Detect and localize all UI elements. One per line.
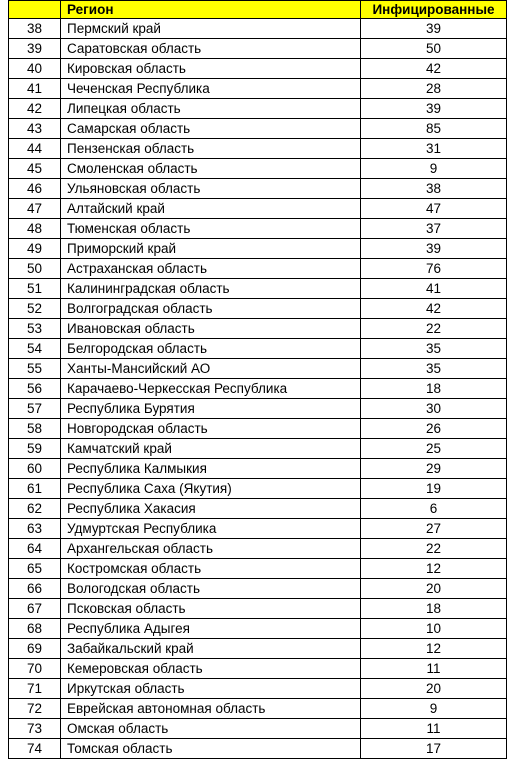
region-name-cell[interactable]: Волгоградская область xyxy=(61,299,361,319)
table-row xyxy=(9,359,507,379)
table-row xyxy=(9,279,507,299)
table-row xyxy=(9,319,507,339)
table-body xyxy=(9,19,507,759)
table-row xyxy=(9,479,507,499)
infected-count-cell[interactable]: 35 xyxy=(361,359,507,379)
region-name-cell[interactable]: Республика Бурятия xyxy=(61,399,361,419)
row-number-cell[interactable]: 53 xyxy=(9,319,61,339)
region-name-cell[interactable]: Архангельская область xyxy=(61,539,361,559)
table-row xyxy=(9,19,507,39)
infected-count-cell[interactable]: 31 xyxy=(361,139,507,159)
infected-count-cell[interactable]: 27 xyxy=(361,519,507,539)
region-name-cell[interactable]: Удмуртская Республика xyxy=(61,519,361,539)
infected-count-cell[interactable]: 22 xyxy=(361,319,507,339)
infected-count-cell[interactable]: 29 xyxy=(361,459,507,479)
region-name-cell[interactable]: Томская область xyxy=(61,739,361,759)
infected-count-cell[interactable]: 9 xyxy=(361,699,507,719)
region-name-cell[interactable]: Самарская область xyxy=(61,119,361,139)
infected-count-cell[interactable]: 11 xyxy=(361,659,507,679)
row-number-cell[interactable]: 43 xyxy=(9,119,61,139)
row-number-cell[interactable]: 40 xyxy=(9,59,61,79)
spreadsheet-sheet xyxy=(8,0,506,759)
infected-count-cell[interactable]: 39 xyxy=(361,99,507,119)
table-row xyxy=(9,719,507,739)
row-number-cell[interactable]: 56 xyxy=(9,379,61,399)
row-number-cell[interactable]: 49 xyxy=(9,239,61,259)
region-name-cell[interactable]: Пермский край xyxy=(61,19,361,39)
infected-count-cell[interactable]: 42 xyxy=(361,299,507,319)
row-number-cell[interactable]: 62 xyxy=(9,499,61,519)
infected-count-cell[interactable]: 76 xyxy=(361,259,507,279)
table-row xyxy=(9,599,507,619)
infected-count-cell[interactable]: 37 xyxy=(361,219,507,239)
row-number-cell[interactable]: 63 xyxy=(9,519,61,539)
table-row xyxy=(9,699,507,719)
infected-count-cell[interactable]: 10 xyxy=(361,619,507,639)
row-number-cell[interactable]: 67 xyxy=(9,599,61,619)
region-name-cell[interactable]: Карачаево-Черкесская Республика xyxy=(61,379,361,399)
table-row xyxy=(9,139,507,159)
table-row xyxy=(9,79,507,99)
region-name-cell[interactable]: Белгородская область xyxy=(61,339,361,359)
region-name-cell[interactable]: Забайкальский край xyxy=(61,639,361,659)
row-number-cell[interactable]: 50 xyxy=(9,259,61,279)
infected-count-cell[interactable]: 42 xyxy=(361,59,507,79)
table-row xyxy=(9,179,507,199)
infected-count-cell[interactable]: 25 xyxy=(361,439,507,459)
table-row xyxy=(9,559,507,579)
table-row xyxy=(9,59,507,79)
table-row xyxy=(9,519,507,539)
infected-count-cell[interactable]: 41 xyxy=(361,279,507,299)
table-row xyxy=(9,619,507,639)
row-number-cell[interactable]: 57 xyxy=(9,399,61,419)
row-number-cell[interactable]: 46 xyxy=(9,179,61,199)
region-name-cell[interactable]: Астраханская область xyxy=(61,259,361,279)
region-name-cell[interactable]: Новгородская область xyxy=(61,419,361,439)
table-row xyxy=(9,459,507,479)
region-name-cell[interactable]: Пензенская область xyxy=(61,139,361,159)
region-name-cell[interactable]: Республика Хакасия xyxy=(61,499,361,519)
row-number-cell[interactable]: 44 xyxy=(9,139,61,159)
row-number-cell[interactable]: 70 xyxy=(9,659,61,679)
region-name-cell[interactable]: Вологодская область xyxy=(61,579,361,599)
infected-count-cell[interactable]: 50 xyxy=(361,39,507,59)
row-number-cell[interactable]: 41 xyxy=(9,79,61,99)
row-number-cell[interactable]: 47 xyxy=(9,199,61,219)
table-row xyxy=(9,419,507,439)
row-number-cell[interactable]: 68 xyxy=(9,619,61,639)
region-name-cell[interactable]: Кировская область xyxy=(61,59,361,79)
row-number-cell[interactable]: 58 xyxy=(9,419,61,439)
infected-count-cell[interactable]: 12 xyxy=(361,559,507,579)
header-number-cell[interactable] xyxy=(9,1,61,19)
table-row xyxy=(9,679,507,699)
row-number-cell[interactable]: 54 xyxy=(9,339,61,359)
table-row xyxy=(9,659,507,679)
table-row xyxy=(9,339,507,359)
region-name-cell[interactable]: Смоленская область xyxy=(61,159,361,179)
infected-count-cell[interactable]: 28 xyxy=(361,79,507,99)
infected-count-cell[interactable]: 85 xyxy=(361,119,507,139)
infected-count-cell[interactable]: 11 xyxy=(361,719,507,739)
infected-count-cell[interactable]: 20 xyxy=(361,679,507,699)
infected-count-cell[interactable]: 22 xyxy=(361,539,507,559)
row-number-cell[interactable]: 55 xyxy=(9,359,61,379)
row-number-cell[interactable]: 45 xyxy=(9,159,61,179)
table-row xyxy=(9,99,507,119)
table-row xyxy=(9,239,507,259)
infected-count-cell[interactable]: 26 xyxy=(361,419,507,439)
region-name-cell[interactable]: Ивановская область xyxy=(61,319,361,339)
region-name-cell[interactable]: Республика Калмыкия xyxy=(61,459,361,479)
infected-count-cell[interactable]: 18 xyxy=(361,379,507,399)
region-name-cell[interactable]: Иркутская область xyxy=(61,679,361,699)
region-name-cell[interactable]: Республика Саха (Якутия) xyxy=(61,479,361,499)
infected-count-cell[interactable]: 6 xyxy=(361,499,507,519)
header-infected-cell[interactable]: Инфицированные xyxy=(361,1,507,19)
row-number-cell[interactable]: 39 xyxy=(9,39,61,59)
table-row xyxy=(9,259,507,279)
infected-count-cell[interactable]: 39 xyxy=(361,239,507,259)
row-number-cell[interactable]: 51 xyxy=(9,279,61,299)
row-number-cell[interactable]: 71 xyxy=(9,679,61,699)
infected-count-cell[interactable]: 20 xyxy=(361,579,507,599)
region-name-cell[interactable]: Саратовская область xyxy=(61,39,361,59)
infected-count-cell[interactable]: 39 xyxy=(361,19,507,39)
table-row xyxy=(9,639,507,659)
table-row xyxy=(9,39,507,59)
region-name-cell[interactable]: Ульяновская область xyxy=(61,179,361,199)
row-number-cell[interactable]: 48 xyxy=(9,219,61,239)
row-number-cell[interactable]: 74 xyxy=(9,739,61,759)
row-number-cell[interactable]: 42 xyxy=(9,99,61,119)
table-row xyxy=(9,499,507,519)
table-row xyxy=(9,439,507,459)
table-row xyxy=(9,299,507,319)
region-name-cell[interactable]: Чеченская Республика xyxy=(61,79,361,99)
region-name-cell[interactable]: Приморский край xyxy=(61,239,361,259)
table-header xyxy=(9,1,507,19)
region-name-cell[interactable]: Липецкая область xyxy=(61,99,361,119)
row-number-cell[interactable]: 73 xyxy=(9,719,61,739)
table-row xyxy=(9,579,507,599)
header-row xyxy=(9,1,507,19)
table-row xyxy=(9,199,507,219)
header-region-cell[interactable]: Регион xyxy=(61,1,361,19)
region-name-cell[interactable]: Камчатский край xyxy=(61,439,361,459)
row-number-cell[interactable]: 69 xyxy=(9,639,61,659)
row-number-cell[interactable]: 65 xyxy=(9,559,61,579)
table-row xyxy=(9,119,507,139)
region-name-cell[interactable]: Кемеровская область xyxy=(61,659,361,679)
table-row xyxy=(9,539,507,559)
infected-count-cell[interactable]: 47 xyxy=(361,199,507,219)
region-name-cell[interactable]: Еврейская автономная область xyxy=(61,699,361,719)
infected-count-cell[interactable]: 12 xyxy=(361,639,507,659)
table-row xyxy=(9,159,507,179)
table-row xyxy=(9,219,507,239)
region-name-cell[interactable]: Костромская область xyxy=(61,559,361,579)
row-number-cell[interactable]: 72 xyxy=(9,699,61,719)
row-number-cell[interactable]: 64 xyxy=(9,539,61,559)
row-number-cell[interactable]: 61 xyxy=(9,479,61,499)
row-number-cell[interactable]: 59 xyxy=(9,439,61,459)
table-row xyxy=(9,399,507,419)
infected-count-cell[interactable]: 17 xyxy=(361,739,507,759)
row-number-cell[interactable]: 66 xyxy=(9,579,61,599)
infected-count-cell[interactable]: 30 xyxy=(361,399,507,419)
infected-count-cell[interactable]: 18 xyxy=(361,599,507,619)
row-number-cell[interactable]: 60 xyxy=(9,459,61,479)
region-name-cell[interactable]: Ханты-Мансийский АО xyxy=(61,359,361,379)
region-name-cell[interactable]: Алтайский край xyxy=(61,199,361,219)
infected-count-cell[interactable]: 35 xyxy=(361,339,507,359)
infected-count-cell[interactable]: 38 xyxy=(361,179,507,199)
table-row xyxy=(9,739,507,759)
region-name-cell[interactable]: Омская область xyxy=(61,719,361,739)
row-number-cell[interactable]: 38 xyxy=(9,19,61,39)
table-row xyxy=(9,379,507,399)
row-number-cell[interactable]: 52 xyxy=(9,299,61,319)
infected-count-cell[interactable]: 9 xyxy=(361,159,507,179)
region-name-cell[interactable]: Тюменская область xyxy=(61,219,361,239)
region-name-cell[interactable]: Республика Адыгея xyxy=(61,619,361,639)
region-name-cell[interactable]: Псковская область xyxy=(61,599,361,619)
infected-count-cell[interactable]: 19 xyxy=(361,479,507,499)
region-name-cell[interactable]: Калининградская область xyxy=(61,279,361,299)
infections-table xyxy=(8,0,507,759)
